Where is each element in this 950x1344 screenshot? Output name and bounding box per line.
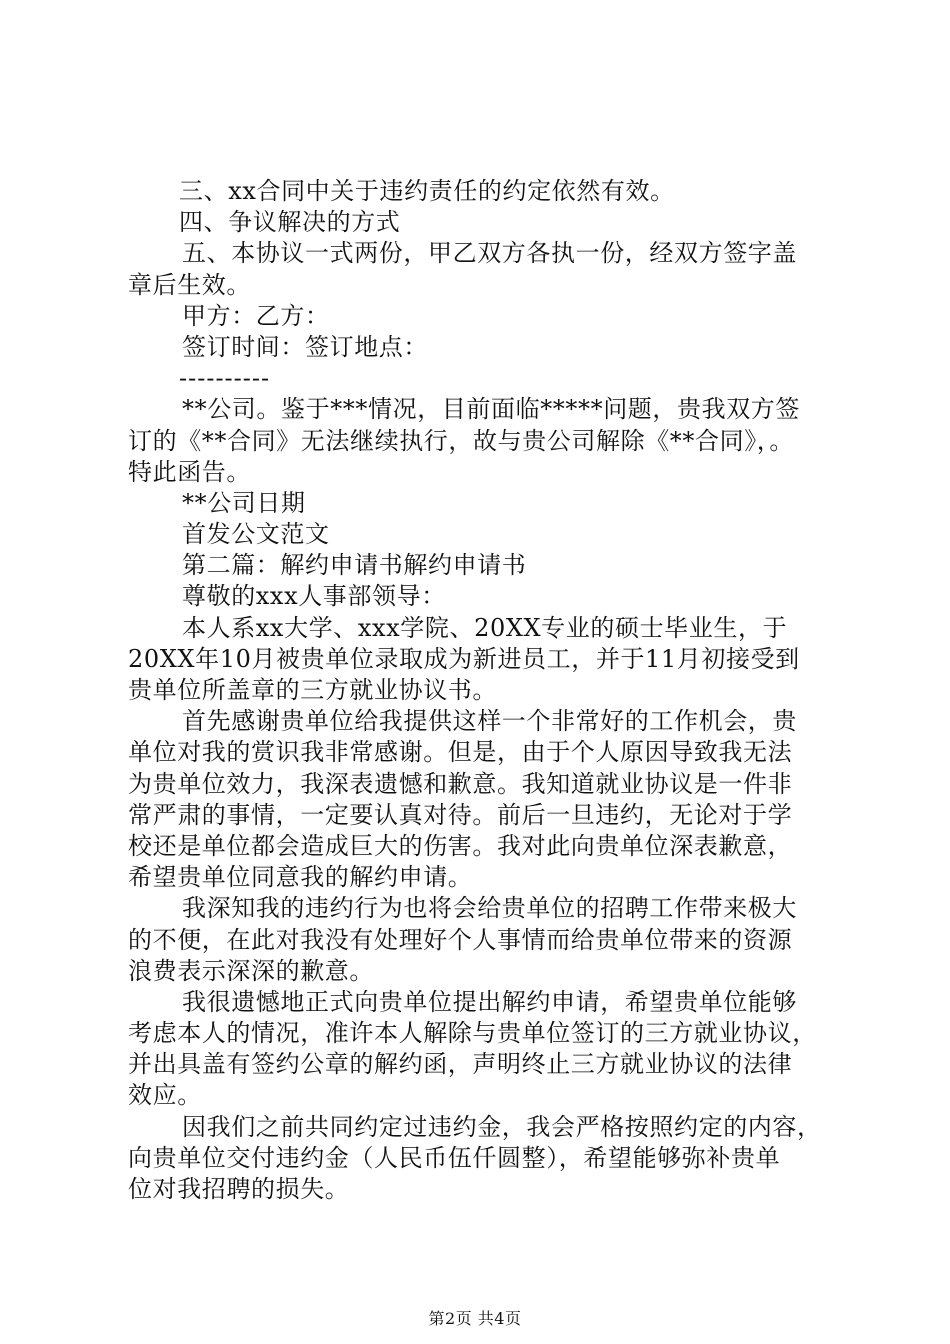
clause-5-cont: 章后生效。 [128,270,251,299]
divider: ---------- [179,364,271,393]
section-heading: 第二篇：解约申请书解约申请书 [182,551,527,580]
salutation: 尊敬的xxx人事部领导： [182,582,446,611]
paragraph-5: 因我们之前共同约定过违约金，我会严格按照约定的内容， [182,1112,822,1141]
signature-parties: 甲方：乙方： [182,301,330,330]
paragraph-1-line-2: 20XX年10月被贵单位录取成为新进员工，并于11月初接受到 [128,644,800,673]
paragraph-5-line-3: 位对我招聘的损失。 [128,1175,350,1203]
clause-3: 三、xx合同中关于违约责任的约定依然有效。 [179,177,675,205]
paragraph-3-line-3: 浪费表示深深的歉意。 [128,956,374,985]
clause-5: 五、本协议一式两份，甲乙双方各执一份，经双方签字盖 [182,239,797,268]
source-note: 首发公文范文 [182,520,330,549]
paragraph-5-line-2: 向贵单位交付违约金（人民币伍仟圆整），希望能够弥补贵单 [128,1143,781,1172]
clause-4: 四、争议解决的方式 [179,208,401,237]
paragraph-3-line-2: 的不便，在此对我没有处理好个人事情而给贵单位带来的资源 [128,925,793,954]
paragraph-4-line-3: 并出具盖有签约公章的解约函，声明终止三方就业协议的法律 [128,1050,793,1079]
page-footer: 第2页 共4页 [428,1309,522,1328]
paragraph-2-line-4: 常严肃的事情，一定要认真对待。前后一旦违约，无论对于学 [128,800,793,829]
document-body [128,176,834,1205]
paragraph-4-line-2: 考虑本人的情况，准许本人解除与贵单位签订的三方就业协议， [128,1019,817,1048]
notice-paragraph-cont: 订的《**合同》无法继续执行，故与贵公司解除《**合同》，。 [128,426,794,455]
paragraph-2-line-2: 单位对我的赏识我非常感谢。但是，由于个人原因导致我无法 [128,738,793,767]
paragraph-2: 首先感谢贵单位给我提供这样一个非常好的工作机会，贵 [182,707,797,736]
notice-signature: **公司日期 [182,488,306,517]
paragraph-1-line-3: 贵单位所盖章的三方就业协议书。 [128,676,497,704]
paragraph-4: 我很遗憾地正式向贵单位提出解约申请，希望贵单位能够 [182,987,797,1016]
paragraph-3: 我深知我的违约行为也将会给贵单位的招聘工作带来极大 [182,894,797,923]
paragraph-2-line-3: 为贵单位效力，我深表遗憾和歉意。我知道就业协议是一件非 [128,769,793,798]
signature-time-place: 签订时间：签订地点： [182,332,428,361]
paragraph-1: 本人系xx大学、xxx学院、20XX专业的硕士毕业生，于 [182,613,788,642]
paragraph-2-line-5: 校还是单位都会造成巨大的伤害。我对此向贵单位深表歉意， [128,831,793,860]
paragraph-4-line-4: 效应。 [128,1081,202,1110]
notice-paragraph: **公司。鉴于***情况，目前面临*****问题，贵我双方签 [182,395,800,424]
paragraph-2-line-6: 希望贵单位同意我的解约申请。 [128,863,473,892]
notice-closing: 特此函告。 [128,457,251,486]
